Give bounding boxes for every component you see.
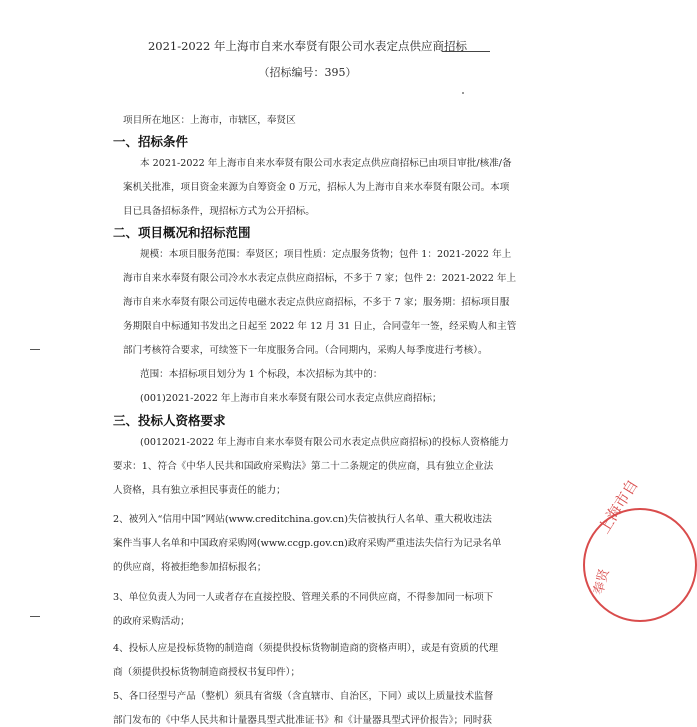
section-2-line: (001)2021-2022 年上海市自来水奉贤有限公司水表定点供应商招标；	[140, 393, 442, 404]
section-3-line: 3、单位负责人为同一人或者存在直接控股、管理关系的不同供应商，不得参加同一标项下	[113, 592, 494, 603]
tender-number: （招标编号：395）	[258, 66, 357, 79]
section-2-line: 范围：本招标项目划分为 1 个标段，本次招标为其中的：	[140, 369, 383, 380]
section-1-line: 目已具备招标条件，现招标方式为公开招标。	[123, 206, 315, 217]
section-3-line: 的供应商，将被拒绝参加招标报名；	[113, 562, 267, 573]
section-3-line: 商（须提供投标货物制造商授权书复印件）；	[113, 667, 301, 678]
section-2-line: 务期限自中标通知书发出之日起至 2022 年 12 月 31 日止，合同壹年一签，经采购人和主管	[123, 321, 517, 332]
section-3-line: 5、各口径型号产品（整机）须具有省级（含直辖市、自治区，下同）或以上质量技术监督	[113, 691, 494, 702]
section-3-line: 人资格，具有独立承担民事责任的能力；	[113, 485, 286, 496]
project-location: 项目所在地区：上海市，市辖区，奉贤区	[123, 115, 296, 126]
title-underline	[442, 51, 490, 52]
section-1-line: 案机关批准，项目资金来源为自筹资金 0 万元，招标人为上海市自来水奉贤有限公司。本项	[123, 182, 510, 193]
section-3-line: 4、投标人应是投标货物的制造商（须提供投标货物制造商的资格声明），或是有资质的代理	[113, 643, 499, 654]
section-2-line: 部门考核符合要求，可续签下一年度服务合同。（合同期内，采购人每季度进行考核）。	[123, 345, 488, 356]
section-3-line: 的政府采购活动；	[113, 616, 190, 627]
section-3-line: 2、被列入“信用中国”网站(www.creditchina.gov.cn)失信被执行人名单、重大税收违法	[113, 514, 492, 525]
section-3-line: 案件当事人名单和中国政府采购网(www.ccgp.gov.cn)政府采购严重违法失信行为记录名单	[113, 538, 502, 549]
section-2-heading: 二、项目概况和招标范围	[113, 225, 251, 240]
scan-mark	[30, 349, 40, 350]
section-3-line: (0012021-2022 年上海市自来水奉贤有限公司水表定点供应商招标)的投标人资格能力	[140, 437, 509, 448]
scan-mark	[30, 616, 40, 617]
section-3-heading: 三、投标人资格要求	[113, 413, 226, 428]
section-1-line: 本 2021-2022 年上海市自来水奉贤有限公司水表定点供应商招标已由项目审批/核准/备	[140, 158, 512, 169]
section-2-line: 海市自来水奉贤有限公司远传电磁水表定点供应商招标，不多于 7 家；服务期：招标项目服	[123, 297, 510, 308]
document-title: 2021-2022 年上海市自来水奉贤有限公司水表定点供应商招标	[147, 39, 468, 53]
section-3-line: 要求：1、符合《中华人民共和国政府采购法》第二十二条规定的供应商，具有独立企业法	[113, 461, 494, 472]
seal-text: 上海市自	[594, 476, 642, 537]
section-2-line: 规模：本项目服务范围：奉贤区；项目性质：定点服务货物；包件 1：2021-2022 年上	[140, 249, 512, 260]
section-2-line: 海市自来水奉贤有限公司冷水水表定点供应商招标，不多于 7 家；包件 2：2021-2022 年上	[123, 273, 517, 284]
scan-speck	[462, 92, 464, 94]
seal-text-inner: 奉贤	[591, 567, 613, 597]
section-3-line: 部门发布的《中华人民共和计量器具型式批准证书》和《计量器具型式评价报告》；同时获	[113, 715, 492, 726]
company-seal	[583, 476, 697, 622]
section-1-heading: 一、招标条件	[113, 134, 189, 149]
